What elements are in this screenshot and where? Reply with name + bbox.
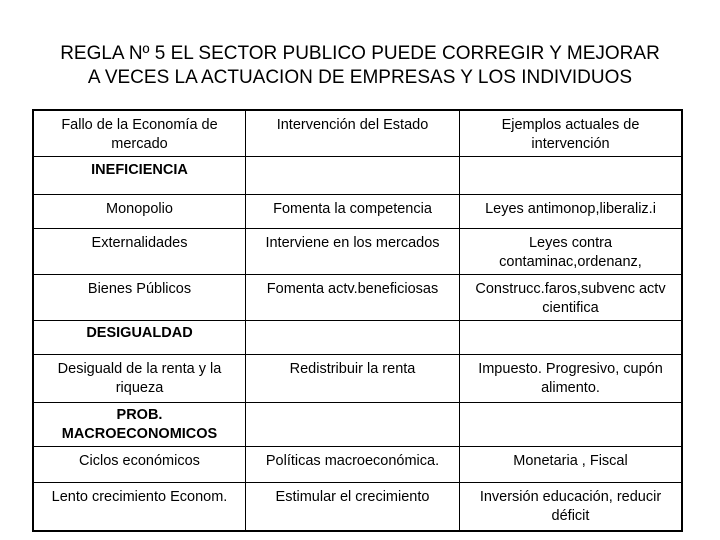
table-row — [34, 275, 682, 321]
section-row-macro — [34, 403, 682, 447]
table-row — [34, 229, 682, 275]
cell-example: Leyes contra contaminac,ordenanz, — [460, 229, 682, 275]
page-title — [20, 42, 700, 90]
cell-failure: Monopolio — [34, 195, 246, 229]
empty-cell — [460, 403, 682, 447]
cell-example: Construcc.faros,subvenc actv cientifica — [460, 275, 682, 321]
empty-cell — [460, 157, 682, 195]
section-row-desigualdad — [34, 321, 682, 355]
title-line-2: A VECES LA ACTUACION DE EMPRESAS Y LOS INDIVIDUOS — [87, 67, 633, 88]
table-row — [34, 483, 682, 531]
cell-example: Impuesto. Progresivo, cupón alimento. — [460, 355, 682, 403]
cell-failure: Desiguald de la renta y la riqueza — [34, 355, 246, 403]
table-row — [34, 355, 682, 403]
empty-cell — [246, 157, 460, 195]
cell-intervention: Redistribuir la renta — [246, 355, 460, 403]
cell-intervention: Fomenta actv.beneficiosas — [246, 275, 460, 321]
section-label-desigualdad: DESIGUALDAD — [34, 321, 246, 355]
empty-cell — [460, 321, 682, 355]
header-state-intervention: Intervención del Estado — [246, 111, 460, 157]
cell-failure: Bienes Públicos — [34, 275, 246, 321]
cell-failure: Ciclos económicos — [34, 447, 246, 483]
intervention-table — [33, 110, 682, 531]
cell-failure: Externalidades — [34, 229, 246, 275]
section-row-ineficiencia — [34, 157, 682, 195]
cell-intervention: Políticas macroeconómica. — [246, 447, 460, 483]
cell-intervention: Estimular el crecimiento — [246, 483, 460, 531]
header-market-failure: Fallo de la Economía de mercado — [34, 111, 246, 157]
section-label-macroeconomicos: PROB. MACROECONOMICOS — [34, 403, 246, 447]
cell-intervention: Fomenta la competencia — [246, 195, 460, 229]
table-row — [34, 195, 682, 229]
section-label-ineficiencia: INEFICIENCIA — [34, 157, 246, 195]
empty-cell — [246, 403, 460, 447]
table-row — [34, 447, 682, 483]
cell-intervention: Interviene en los mercados — [246, 229, 460, 275]
title-line-1: REGLA Nº 5 EL SECTOR PUBLICO PUEDE CORREGIR Y MEJORAR — [60, 43, 660, 64]
header-row — [34, 111, 682, 157]
empty-cell — [246, 321, 460, 355]
cell-failure: Lento crecimiento Econom. — [34, 483, 246, 531]
cell-example: Leyes antimonop,liberaliz.i — [460, 195, 682, 229]
header-current-examples: Ejemplos actuales de intervención — [460, 111, 682, 157]
cell-example: Inversión educación, reducir déficit — [460, 483, 682, 531]
cell-example: Monetaria , Fiscal — [460, 447, 682, 483]
